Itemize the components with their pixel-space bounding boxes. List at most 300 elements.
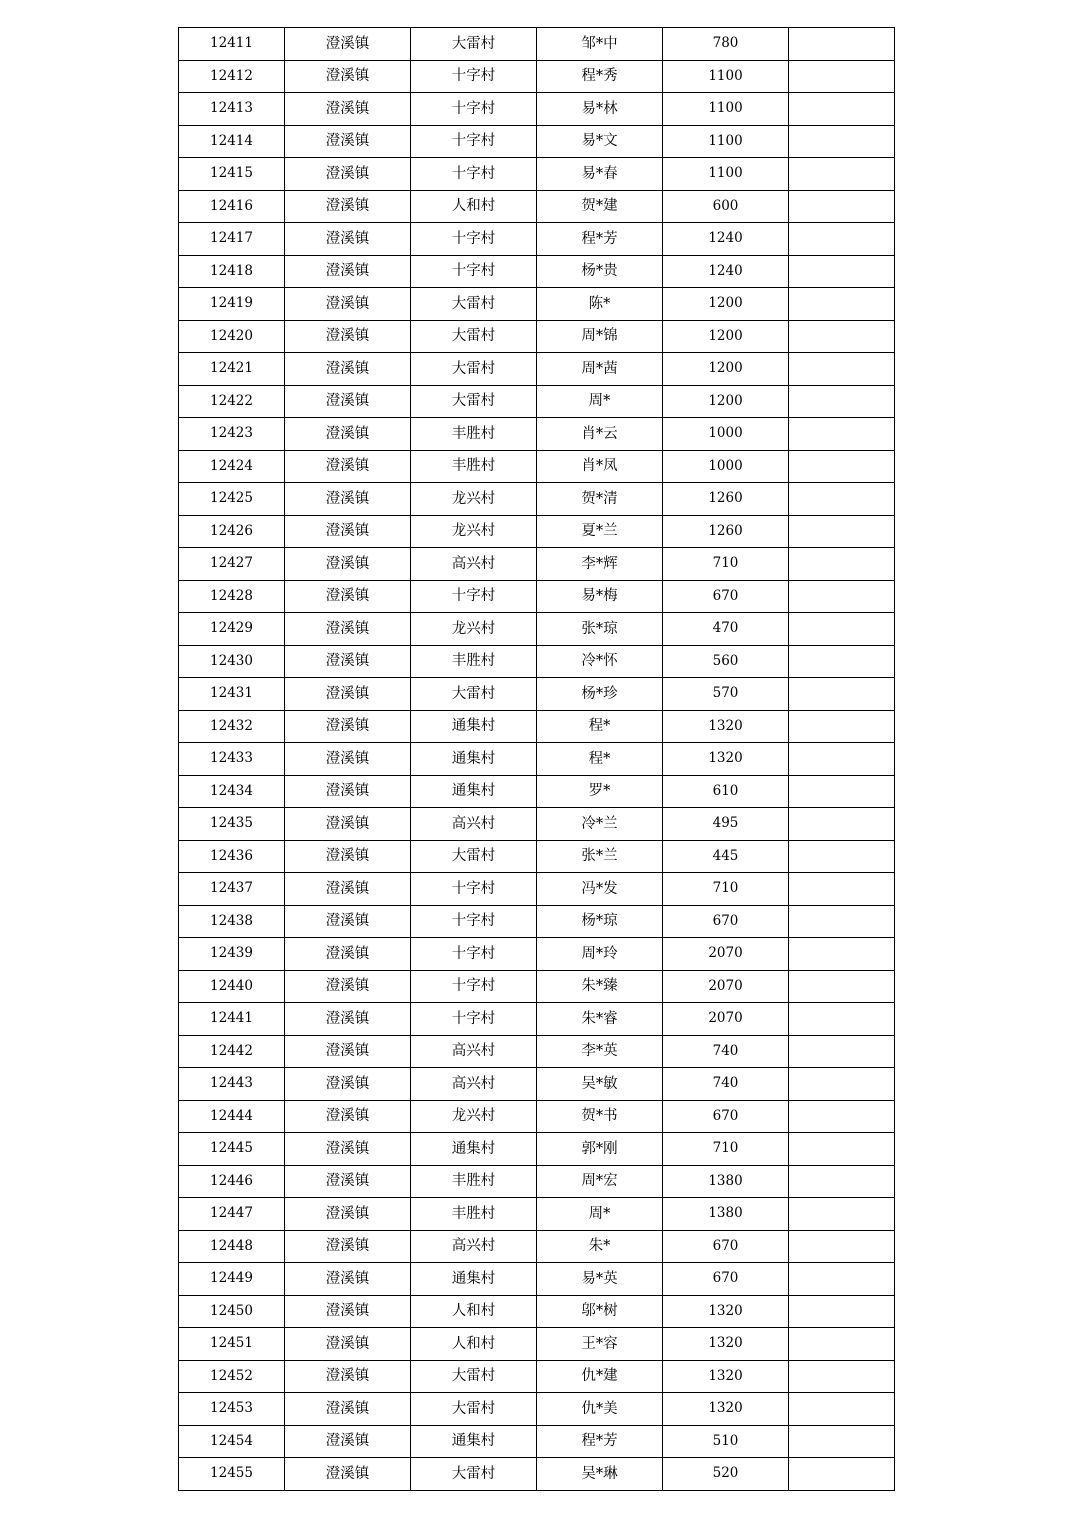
amount-cell: 1260 — [663, 515, 789, 548]
name-cell: 杨*贵 — [537, 255, 663, 288]
remark-cell — [789, 385, 895, 418]
serial-number-cell: 12414 — [179, 125, 285, 158]
serial-number-cell: 12419 — [179, 288, 285, 321]
serial-number-cell: 12429 — [179, 613, 285, 646]
town-cell: 澄溪镇 — [285, 353, 411, 386]
remark-cell — [789, 1133, 895, 1166]
amount-cell: 470 — [663, 613, 789, 646]
name-cell: 肖*云 — [537, 418, 663, 451]
remark-cell — [789, 743, 895, 776]
village-cell: 大雷村 — [411, 385, 537, 418]
village-cell: 丰胜村 — [411, 645, 537, 678]
town-cell: 澄溪镇 — [285, 125, 411, 158]
town-cell: 澄溪镇 — [285, 450, 411, 483]
village-cell: 人和村 — [411, 1328, 537, 1361]
table-row — [179, 1003, 895, 1036]
village-cell: 丰胜村 — [411, 418, 537, 451]
amount-cell: 510 — [663, 1425, 789, 1458]
amount-cell: 740 — [663, 1035, 789, 1068]
town-cell: 澄溪镇 — [285, 548, 411, 581]
town-cell: 澄溪镇 — [285, 1425, 411, 1458]
table-row — [179, 93, 895, 126]
remark-cell — [789, 970, 895, 1003]
village-cell: 通集村 — [411, 1425, 537, 1458]
town-cell: 澄溪镇 — [285, 158, 411, 191]
name-cell: 程*芳 — [537, 223, 663, 256]
amount-cell: 1320 — [663, 1328, 789, 1361]
village-cell: 龙兴村 — [411, 613, 537, 646]
table-row — [179, 483, 895, 516]
remark-cell — [789, 515, 895, 548]
town-cell: 澄溪镇 — [285, 613, 411, 646]
town-cell: 澄溪镇 — [285, 645, 411, 678]
remark-cell — [789, 255, 895, 288]
remark-cell — [789, 1230, 895, 1263]
amount-cell: 445 — [663, 840, 789, 873]
serial-number-cell: 12430 — [179, 645, 285, 678]
village-cell: 通集村 — [411, 1263, 537, 1296]
remark-cell — [789, 873, 895, 906]
table-row — [179, 1393, 895, 1426]
village-cell: 龙兴村 — [411, 483, 537, 516]
serial-number-cell: 12427 — [179, 548, 285, 581]
town-cell: 澄溪镇 — [285, 775, 411, 808]
table-row — [179, 1100, 895, 1133]
remark-cell — [789, 28, 895, 61]
remark-cell — [789, 1458, 895, 1491]
town-cell: 澄溪镇 — [285, 710, 411, 743]
table-row — [179, 938, 895, 971]
name-cell: 贺*建 — [537, 190, 663, 223]
serial-number-cell: 12426 — [179, 515, 285, 548]
serial-number-cell: 12415 — [179, 158, 285, 191]
village-cell: 高兴村 — [411, 548, 537, 581]
remark-cell — [789, 1068, 895, 1101]
village-cell: 大雷村 — [411, 320, 537, 353]
amount-cell: 1200 — [663, 353, 789, 386]
name-cell: 周* — [537, 1198, 663, 1231]
amount-cell: 1200 — [663, 320, 789, 353]
table-row — [179, 905, 895, 938]
village-cell: 十字村 — [411, 938, 537, 971]
serial-number-cell: 12428 — [179, 580, 285, 613]
remark-cell — [789, 1263, 895, 1296]
town-cell: 澄溪镇 — [285, 678, 411, 711]
name-cell: 陈* — [537, 288, 663, 321]
town-cell: 澄溪镇 — [285, 28, 411, 61]
amount-cell: 670 — [663, 905, 789, 938]
town-cell: 澄溪镇 — [285, 938, 411, 971]
name-cell: 王*容 — [537, 1328, 663, 1361]
serial-number-cell: 12436 — [179, 840, 285, 873]
table-row — [179, 60, 895, 93]
village-cell: 高兴村 — [411, 1230, 537, 1263]
amount-cell: 2070 — [663, 970, 789, 1003]
table-row — [179, 1198, 895, 1231]
name-cell: 李*辉 — [537, 548, 663, 581]
amount-cell: 1380 — [663, 1165, 789, 1198]
amount-cell: 710 — [663, 1133, 789, 1166]
village-cell: 丰胜村 — [411, 450, 537, 483]
village-cell: 高兴村 — [411, 1068, 537, 1101]
town-cell: 澄溪镇 — [285, 1360, 411, 1393]
village-cell: 龙兴村 — [411, 1100, 537, 1133]
name-cell: 罗* — [537, 775, 663, 808]
table-row — [179, 255, 895, 288]
remark-cell — [789, 1295, 895, 1328]
serial-number-cell: 12425 — [179, 483, 285, 516]
amount-cell: 495 — [663, 808, 789, 841]
town-cell: 澄溪镇 — [285, 743, 411, 776]
town-cell: 澄溪镇 — [285, 483, 411, 516]
table-row — [179, 450, 895, 483]
village-cell: 高兴村 — [411, 1035, 537, 1068]
name-cell: 朱* — [537, 1230, 663, 1263]
village-cell: 丰胜村 — [411, 1165, 537, 1198]
amount-cell: 1240 — [663, 255, 789, 288]
remark-cell — [789, 775, 895, 808]
name-cell: 易*梅 — [537, 580, 663, 613]
table-row — [179, 873, 895, 906]
town-cell: 澄溪镇 — [285, 1263, 411, 1296]
amount-cell: 740 — [663, 1068, 789, 1101]
table-row — [179, 645, 895, 678]
town-cell: 澄溪镇 — [285, 580, 411, 613]
village-cell: 十字村 — [411, 255, 537, 288]
name-cell: 冷*怀 — [537, 645, 663, 678]
name-cell: 程* — [537, 710, 663, 743]
remark-cell — [789, 288, 895, 321]
amount-cell: 670 — [663, 1263, 789, 1296]
serial-number-cell: 12450 — [179, 1295, 285, 1328]
remark-cell — [789, 905, 895, 938]
name-cell: 吴*琳 — [537, 1458, 663, 1491]
serial-number-cell: 12451 — [179, 1328, 285, 1361]
table-row — [179, 1295, 895, 1328]
serial-number-cell: 12411 — [179, 28, 285, 61]
serial-number-cell: 12454 — [179, 1425, 285, 1458]
table-row — [179, 1458, 895, 1491]
table-row — [179, 385, 895, 418]
serial-number-cell: 12432 — [179, 710, 285, 743]
village-cell: 大雷村 — [411, 1360, 537, 1393]
serial-number-cell: 12435 — [179, 808, 285, 841]
name-cell: 邹*中 — [537, 28, 663, 61]
amount-cell: 1100 — [663, 93, 789, 126]
amount-cell: 1380 — [663, 1198, 789, 1231]
remark-cell — [789, 483, 895, 516]
amount-cell: 1200 — [663, 288, 789, 321]
name-cell: 吴*敏 — [537, 1068, 663, 1101]
village-cell: 十字村 — [411, 905, 537, 938]
village-cell: 人和村 — [411, 1295, 537, 1328]
amount-cell: 2070 — [663, 1003, 789, 1036]
remark-cell — [789, 125, 895, 158]
table-row — [179, 223, 895, 256]
amount-cell: 1320 — [663, 710, 789, 743]
serial-number-cell: 12444 — [179, 1100, 285, 1133]
table-row — [179, 320, 895, 353]
table-row — [179, 418, 895, 451]
serial-number-cell: 12440 — [179, 970, 285, 1003]
remark-cell — [789, 93, 895, 126]
remark-cell — [789, 1360, 895, 1393]
table-row — [179, 1230, 895, 1263]
table-row — [179, 1068, 895, 1101]
serial-number-cell: 12442 — [179, 1035, 285, 1068]
table-row — [179, 1425, 895, 1458]
table-row — [179, 775, 895, 808]
name-cell: 易*林 — [537, 93, 663, 126]
amount-cell: 670 — [663, 1100, 789, 1133]
serial-number-cell: 12453 — [179, 1393, 285, 1426]
name-cell: 仇*美 — [537, 1393, 663, 1426]
serial-number-cell: 12416 — [179, 190, 285, 223]
town-cell: 澄溪镇 — [285, 320, 411, 353]
village-cell: 十字村 — [411, 873, 537, 906]
remark-cell — [789, 1328, 895, 1361]
town-cell: 澄溪镇 — [285, 1068, 411, 1101]
table-row — [179, 710, 895, 743]
table-row — [179, 515, 895, 548]
name-cell: 肖*凤 — [537, 450, 663, 483]
remark-cell — [789, 1425, 895, 1458]
town-cell: 澄溪镇 — [285, 1393, 411, 1426]
serial-number-cell: 12423 — [179, 418, 285, 451]
name-cell: 朱*臻 — [537, 970, 663, 1003]
name-cell: 周*玲 — [537, 938, 663, 971]
table-row — [179, 353, 895, 386]
remark-cell — [789, 353, 895, 386]
amount-cell: 560 — [663, 645, 789, 678]
village-cell: 十字村 — [411, 125, 537, 158]
town-cell: 澄溪镇 — [285, 1100, 411, 1133]
town-cell: 澄溪镇 — [285, 93, 411, 126]
name-cell: 程* — [537, 743, 663, 776]
name-cell: 张*兰 — [537, 840, 663, 873]
serial-number-cell: 12437 — [179, 873, 285, 906]
amount-cell: 1320 — [663, 1360, 789, 1393]
serial-number-cell: 12439 — [179, 938, 285, 971]
remark-cell — [789, 190, 895, 223]
amount-cell: 710 — [663, 873, 789, 906]
town-cell: 澄溪镇 — [285, 1295, 411, 1328]
amount-cell: 600 — [663, 190, 789, 223]
remark-cell — [789, 320, 895, 353]
remark-cell — [789, 938, 895, 971]
table-row — [179, 548, 895, 581]
amount-cell: 1100 — [663, 60, 789, 93]
town-cell: 澄溪镇 — [285, 1133, 411, 1166]
name-cell: 邬*树 — [537, 1295, 663, 1328]
town-cell: 澄溪镇 — [285, 60, 411, 93]
town-cell: 澄溪镇 — [285, 1165, 411, 1198]
name-cell: 杨*珍 — [537, 678, 663, 711]
table-row — [179, 125, 895, 158]
table-row — [179, 808, 895, 841]
village-cell: 大雷村 — [411, 1393, 537, 1426]
serial-number-cell: 12452 — [179, 1360, 285, 1393]
name-cell: 易*文 — [537, 125, 663, 158]
town-cell: 澄溪镇 — [285, 223, 411, 256]
town-cell: 澄溪镇 — [285, 873, 411, 906]
name-cell: 易*英 — [537, 1263, 663, 1296]
amount-cell: 1100 — [663, 125, 789, 158]
remark-cell — [789, 1393, 895, 1426]
remark-cell — [789, 418, 895, 451]
amount-cell: 1240 — [663, 223, 789, 256]
remark-cell — [789, 580, 895, 613]
serial-number-cell: 12417 — [179, 223, 285, 256]
town-cell: 澄溪镇 — [285, 808, 411, 841]
amount-cell: 1000 — [663, 450, 789, 483]
town-cell: 澄溪镇 — [285, 1035, 411, 1068]
amount-cell: 1320 — [663, 743, 789, 776]
serial-number-cell: 12434 — [179, 775, 285, 808]
town-cell: 澄溪镇 — [285, 385, 411, 418]
name-cell: 李*英 — [537, 1035, 663, 1068]
table-row — [179, 678, 895, 711]
village-cell: 大雷村 — [411, 840, 537, 873]
name-cell: 夏*兰 — [537, 515, 663, 548]
table-row — [179, 288, 895, 321]
table-row — [179, 970, 895, 1003]
name-cell: 仇*建 — [537, 1360, 663, 1393]
town-cell: 澄溪镇 — [285, 1328, 411, 1361]
serial-number-cell: 12421 — [179, 353, 285, 386]
serial-number-cell: 12445 — [179, 1133, 285, 1166]
name-cell: 郭*刚 — [537, 1133, 663, 1166]
town-cell: 澄溪镇 — [285, 1198, 411, 1231]
village-cell: 人和村 — [411, 190, 537, 223]
table-row — [179, 1035, 895, 1068]
table-row — [179, 28, 895, 61]
amount-cell: 570 — [663, 678, 789, 711]
town-cell: 澄溪镇 — [285, 288, 411, 321]
table-row — [179, 840, 895, 873]
remark-cell — [789, 1165, 895, 1198]
name-cell: 冷*兰 — [537, 808, 663, 841]
village-cell: 十字村 — [411, 580, 537, 613]
serial-number-cell: 12455 — [179, 1458, 285, 1491]
remark-cell — [789, 1100, 895, 1133]
amount-cell: 610 — [663, 775, 789, 808]
remark-cell — [789, 158, 895, 191]
amount-cell: 2070 — [663, 938, 789, 971]
name-cell: 周* — [537, 385, 663, 418]
amount-cell: 1320 — [663, 1295, 789, 1328]
village-cell: 丰胜村 — [411, 1198, 537, 1231]
remark-cell — [789, 678, 895, 711]
town-cell: 澄溪镇 — [285, 190, 411, 223]
remark-cell — [789, 450, 895, 483]
amount-cell: 1200 — [663, 385, 789, 418]
name-cell: 冯*发 — [537, 873, 663, 906]
name-cell: 易*春 — [537, 158, 663, 191]
amount-cell: 710 — [663, 548, 789, 581]
table-row — [179, 190, 895, 223]
serial-number-cell: 12446 — [179, 1165, 285, 1198]
village-cell: 大雷村 — [411, 678, 537, 711]
name-cell: 杨*琼 — [537, 905, 663, 938]
table-row — [179, 743, 895, 776]
village-cell: 十字村 — [411, 158, 537, 191]
table-row — [179, 1360, 895, 1393]
remark-cell — [789, 710, 895, 743]
name-cell: 程*秀 — [537, 60, 663, 93]
village-cell: 大雷村 — [411, 353, 537, 386]
table-row — [179, 1328, 895, 1361]
village-cell: 通集村 — [411, 775, 537, 808]
remark-cell — [789, 840, 895, 873]
serial-number-cell: 12413 — [179, 93, 285, 126]
remark-cell — [789, 808, 895, 841]
serial-number-cell: 12412 — [179, 60, 285, 93]
town-cell: 澄溪镇 — [285, 1458, 411, 1491]
village-cell: 十字村 — [411, 60, 537, 93]
serial-number-cell: 12443 — [179, 1068, 285, 1101]
remark-cell — [789, 1198, 895, 1231]
remark-cell — [789, 1003, 895, 1036]
name-cell: 周*茜 — [537, 353, 663, 386]
amount-cell: 670 — [663, 580, 789, 613]
amount-cell: 1000 — [663, 418, 789, 451]
name-cell: 朱*睿 — [537, 1003, 663, 1036]
remark-cell — [789, 60, 895, 93]
serial-number-cell: 12422 — [179, 385, 285, 418]
table-row — [179, 1263, 895, 1296]
name-cell: 程*芳 — [537, 1425, 663, 1458]
remark-cell — [789, 548, 895, 581]
village-cell: 大雷村 — [411, 288, 537, 321]
name-cell: 周*宏 — [537, 1165, 663, 1198]
remark-cell — [789, 645, 895, 678]
amount-cell: 670 — [663, 1230, 789, 1263]
table-row — [179, 1133, 895, 1166]
amount-cell: 1260 — [663, 483, 789, 516]
village-cell: 大雷村 — [411, 1458, 537, 1491]
village-cell: 十字村 — [411, 93, 537, 126]
village-cell: 龙兴村 — [411, 515, 537, 548]
serial-number-cell: 12418 — [179, 255, 285, 288]
town-cell: 澄溪镇 — [285, 840, 411, 873]
serial-number-cell: 12441 — [179, 1003, 285, 1036]
town-cell: 澄溪镇 — [285, 418, 411, 451]
town-cell: 澄溪镇 — [285, 1230, 411, 1263]
serial-number-cell: 12449 — [179, 1263, 285, 1296]
town-cell: 澄溪镇 — [285, 515, 411, 548]
remark-cell — [789, 1035, 895, 1068]
village-cell: 十字村 — [411, 970, 537, 1003]
serial-number-cell: 12447 — [179, 1198, 285, 1231]
name-cell: 贺*清 — [537, 483, 663, 516]
village-cell: 十字村 — [411, 1003, 537, 1036]
remark-cell — [789, 613, 895, 646]
town-cell: 澄溪镇 — [285, 1003, 411, 1036]
table-row — [179, 1165, 895, 1198]
town-cell: 澄溪镇 — [285, 905, 411, 938]
table-row — [179, 580, 895, 613]
serial-number-cell: 12424 — [179, 450, 285, 483]
town-cell: 澄溪镇 — [285, 255, 411, 288]
village-cell: 通集村 — [411, 710, 537, 743]
village-cell: 通集村 — [411, 1133, 537, 1166]
amount-cell: 520 — [663, 1458, 789, 1491]
serial-number-cell: 12431 — [179, 678, 285, 711]
amount-cell: 1320 — [663, 1393, 789, 1426]
town-cell: 澄溪镇 — [285, 970, 411, 1003]
serial-number-cell: 12433 — [179, 743, 285, 776]
